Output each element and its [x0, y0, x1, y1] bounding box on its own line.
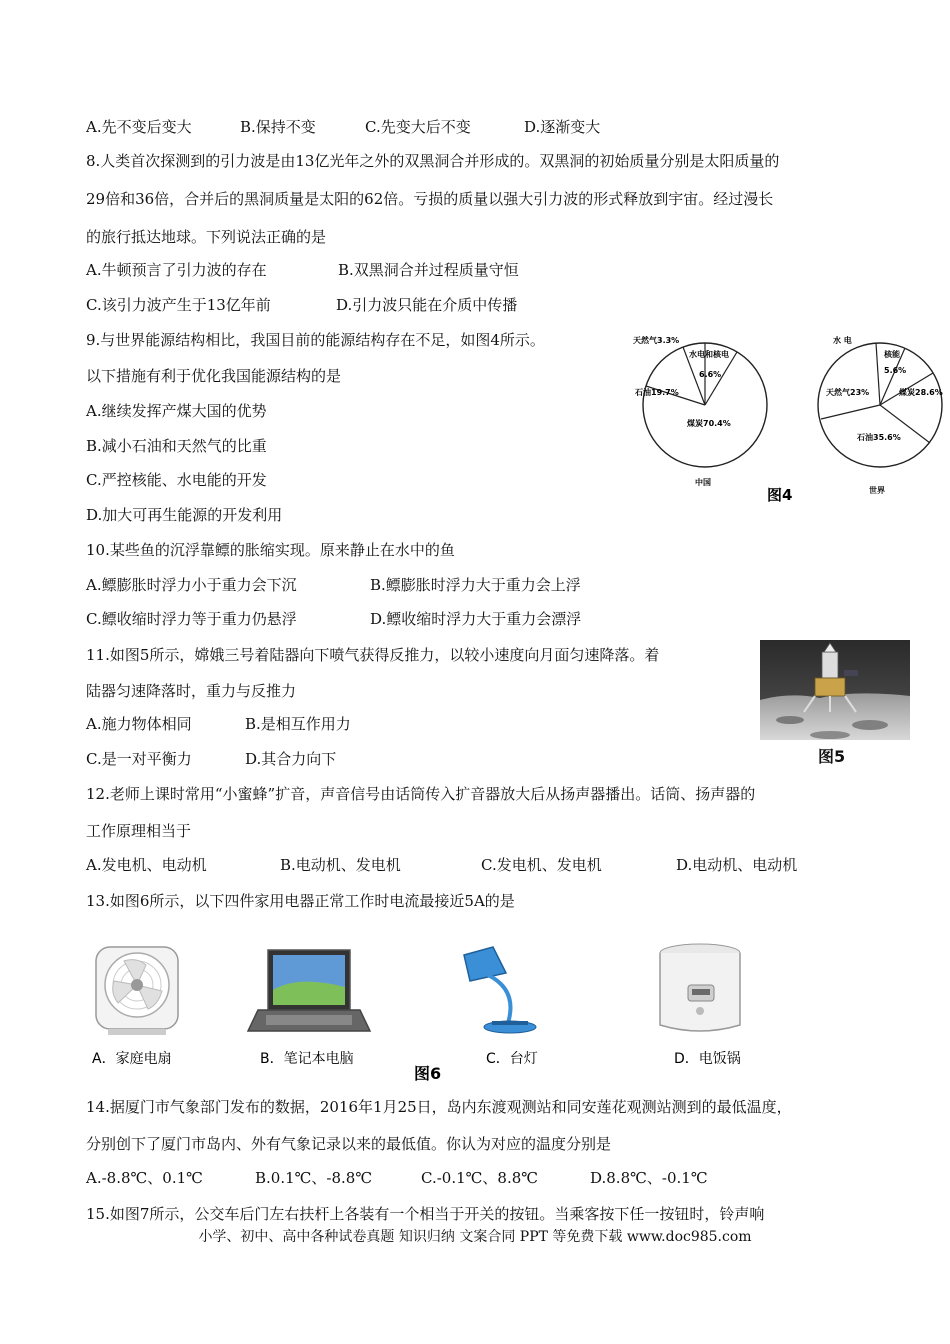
q14-option-c: C.-0.1℃、8.8℃	[421, 1169, 539, 1187]
china-slice-oil-label: 石油19.7%	[635, 388, 679, 397]
q7-option-a: A.先不变后变大	[86, 118, 192, 136]
q12-line-1: 12.老师上课时常用“小蜜蜂”扩音，声音信号由话筒传入扩音器放大后从扬声器播出。话筒、扬声器的	[86, 785, 756, 803]
q11-option-c: C.是一对平衡力	[86, 750, 192, 768]
q12-option-b: B.电动机、发电机	[280, 856, 401, 874]
q9-line-1: 9.与世界能源结构相比，我国目前的能源结构存在不足，如图4所示。	[86, 331, 545, 349]
q9-option-a: A.继续发挥产煤大国的优势	[86, 402, 267, 420]
q9-option-d: D.加大可再生能源的开发利用	[86, 506, 283, 524]
fig6-caption-c: C．台灯	[486, 1051, 538, 1067]
q7-option-c: C.先变大后不变	[365, 118, 471, 136]
q12-option-d: D.电动机、电动机	[676, 856, 798, 874]
q10-option-a: A.鳔膨胀时浮力小于重力会下沉	[86, 576, 297, 594]
q8-option-a: A.牛顿预言了引力波的存在	[86, 261, 267, 279]
fig6-caption-d: D．电饭锅	[674, 1051, 741, 1067]
q10-option-b: B.鳔膨胀时浮力大于重力会上浮	[370, 576, 581, 594]
q14-option-b: B.0.1℃、-8.8℃	[255, 1169, 373, 1187]
china-slice-hydro-nuclear-label: 水电和核电	[689, 350, 729, 359]
q11-option-a: A.施力物体相同	[86, 715, 192, 733]
world-pie	[818, 335, 943, 495]
q9-option-c: C.严控核能、水电能的开发	[86, 471, 267, 489]
desk-lamp-illustration	[464, 947, 536, 1033]
laptop-illustration	[248, 950, 370, 1031]
world-slice-coal-label: 煤炭28.6%	[899, 388, 943, 397]
world-slice-hydro-label: 水 电	[833, 336, 852, 345]
q14-option-a: A.-8.8℃、0.1℃	[86, 1169, 203, 1187]
q11-option-b: B.是相互作用力	[245, 715, 351, 733]
china-pie	[633, 335, 767, 487]
china-slice-natural-gas-label: 天然气3.3%	[633, 336, 680, 345]
q14-line-1: 14.据厦门市气象部门发布的数据，2016年1月25日，岛内东渡观测站和同安莲花观测站测到的最低温度，	[86, 1098, 792, 1116]
q10-line-1: 10.某些鱼的沉浮靠鳔的胀缩实现。原来静止在水中的鱼	[86, 541, 455, 559]
china-slice-coal-label: 煤炭70.4%	[687, 419, 731, 428]
q9-option-b: B.减小石油和天然气的比重	[86, 437, 267, 455]
q12-option-c: C.发电机、发电机	[481, 856, 602, 874]
q7-option-b: B.保持不变	[240, 118, 316, 136]
world-pie-caption: 世界	[869, 486, 885, 495]
fig6-caption-a: A．家庭电扇	[92, 1051, 172, 1067]
q7-option-d: D.逐渐变大	[524, 118, 601, 136]
rice-cooker-illustration	[660, 944, 740, 1031]
figure-5-label: 图5	[818, 747, 846, 766]
figure-6-appliances	[88, 935, 788, 1085]
q12-option-a: A.发电机、电动机	[86, 856, 207, 874]
fan-illustration	[96, 947, 178, 1035]
q13-line-1: 13.如图6所示，以下四件家用电器正常工作时电流最接近5A的是	[86, 892, 515, 910]
q15-line-1: 15.如图7所示，公交车后门左右扶杆上各装有一个相当于开关的按钮。当乘客按下任一按钮时，铃声响	[86, 1205, 765, 1223]
q10-option-d: D.鳔收缩时浮力大于重力会漂浮	[370, 610, 582, 628]
q8-option-d: D.引力波只能在介质中传播	[336, 296, 518, 314]
q12-line-2: 工作原理相当于	[86, 822, 192, 840]
q14-line-2: 分别创下了厦门市岛内、外有气象记录以来的最低值。你认为对应的温度分别是	[86, 1135, 612, 1153]
world-slice-oil-label: 石油35.6%	[857, 433, 901, 442]
q10-option-c: C.鳔收缩时浮力等于重力仍悬浮	[86, 610, 297, 628]
q8-line-1: 8.人类首次探测到的引力波是由13亿光年之外的双黑洞合并形成的。双黑洞的初始质量分别是太阳质量的	[86, 152, 780, 170]
q8-line-2: 29倍和36倍，合并后的黑洞质量是太阳的62倍。亏损的质量以强大引力波的形式释放到宇宙。经过漫长	[86, 190, 774, 208]
world-slice-natural-gas-label: 天然气23%	[826, 388, 870, 397]
china-pie-caption: 中国	[695, 478, 711, 487]
q8-option-c: C.该引力波产生于13亿年前	[86, 296, 271, 314]
q9-line-2: 以下措施有利于优化我国能源结构的是	[86, 367, 342, 385]
world-slice-nuclear-value: 5.6%	[884, 366, 907, 375]
q14-option-d: D.8.8℃、-0.1℃	[590, 1169, 708, 1187]
q11-option-d: D.其合力向下	[245, 750, 337, 768]
q8-line-3: 的旅行抵达地球。下列说法正确的是	[86, 228, 327, 246]
q11-line-2: 陆器匀速降落时，重力与反推力	[86, 682, 297, 700]
q8-option-b: B.双黑洞合并过程质量守恒	[338, 261, 519, 279]
figure-4-label: 图4	[767, 486, 793, 504]
page-footer: 小学、初中、高中各种试卷真题 知识归纳 文案合同 PPT 等免费下载 www.doc985.com	[198, 1229, 752, 1245]
figure-5-lander-photo	[760, 640, 910, 768]
figure-6-label: 图6	[414, 1064, 442, 1083]
figure-4-pie-charts	[625, 325, 945, 510]
q11-line-1: 11.如图5所示，嫦娥三号着陆器向下喷气获得反推力，以较小速度向月面匀速降落。着	[86, 646, 660, 664]
fig6-caption-b: B．笔记本电脑	[260, 1051, 354, 1067]
china-slice-hydro-nuclear-value: 6.6%	[699, 370, 722, 379]
world-slice-nuclear-label: 核能	[884, 350, 900, 359]
